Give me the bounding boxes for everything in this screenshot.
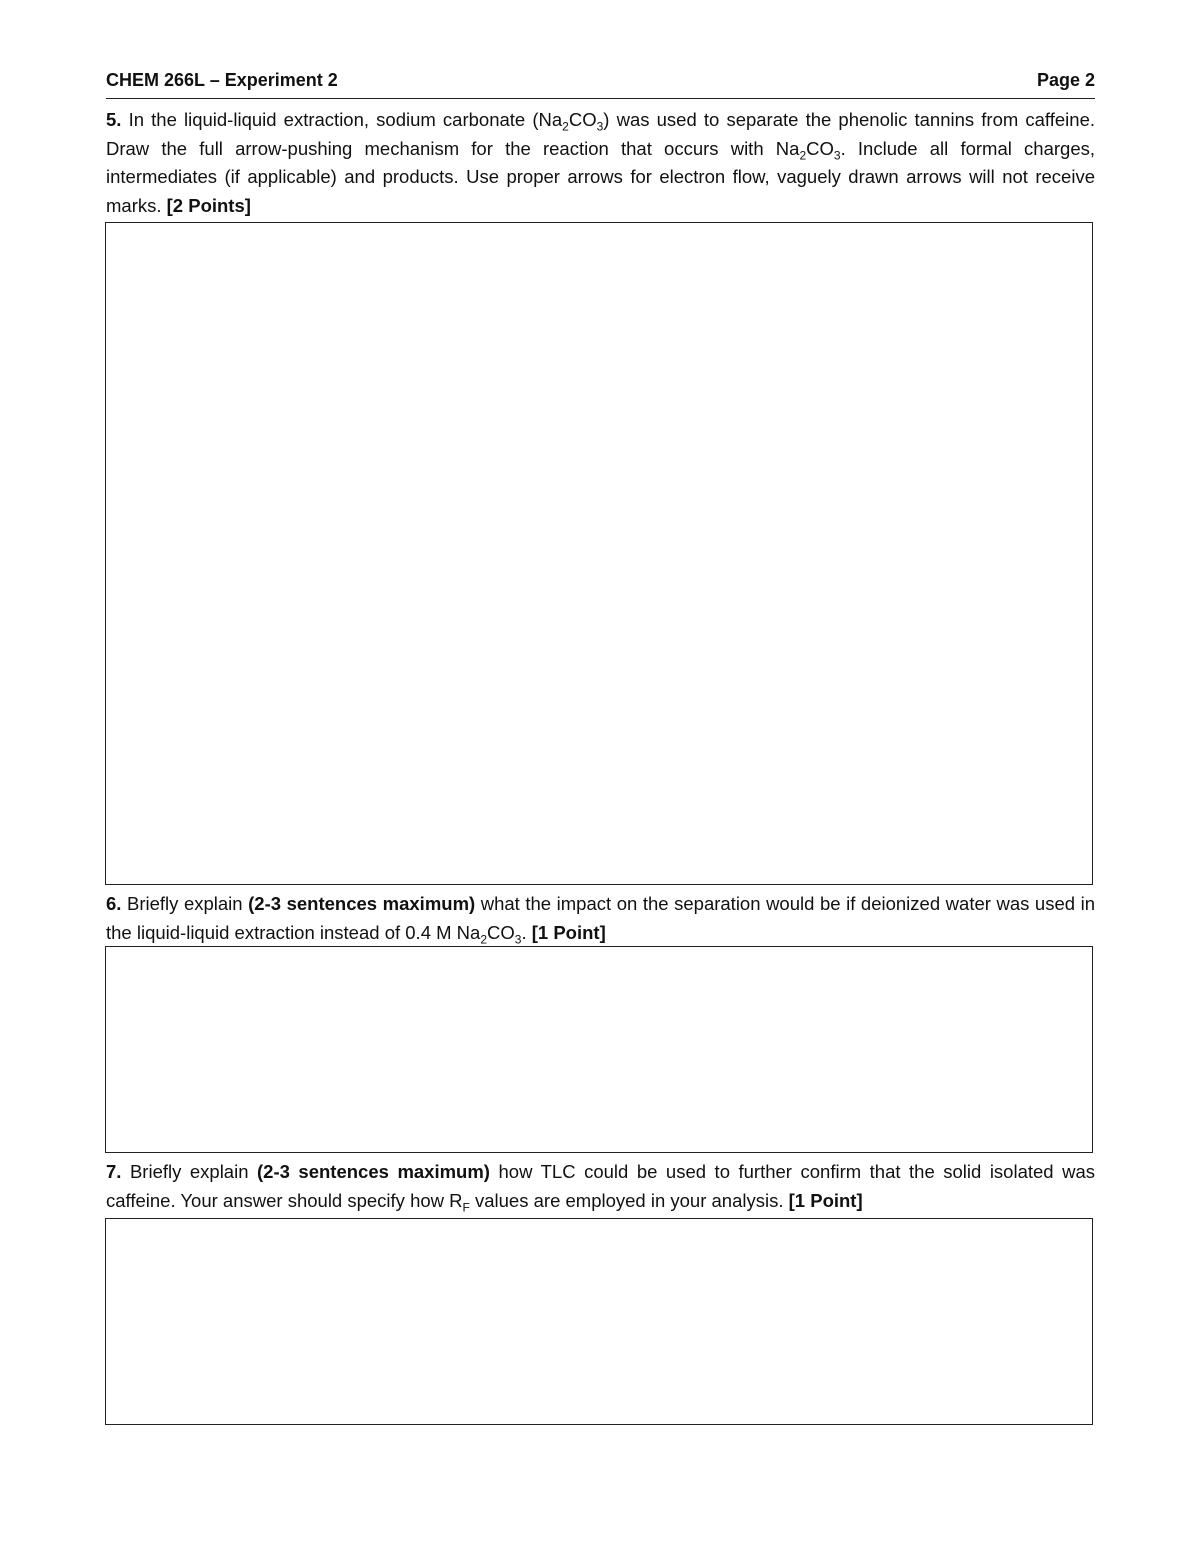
- subscript: 2: [480, 932, 488, 947]
- question-text: .: [521, 921, 532, 943]
- points-label: [1 Point]: [531, 921, 606, 943]
- points-label: [2 Points]: [166, 194, 251, 216]
- subscript: 3: [833, 148, 841, 163]
- emphasis-text: (2-3 sentences maximum): [257, 1161, 490, 1182]
- question-text: what the impact on the separation would be if deionized water was used in the liquid-liquid extraction instead of 0.4 M Na: [106, 893, 1095, 943]
- subscript: 2: [562, 119, 569, 134]
- answer-box-7[interactable]: [105, 1218, 1093, 1425]
- question-text: values are employed in your analysis.: [469, 1189, 789, 1211]
- subscript: 3: [514, 932, 522, 947]
- subscript: 3: [596, 119, 604, 134]
- page-number: Page 2: [1036, 70, 1095, 90]
- emphasis-text: (2-3 sentences maximum): [248, 893, 476, 914]
- answer-box-6[interactable]: [105, 946, 1093, 1153]
- question-text: Briefly explain: [121, 893, 249, 914]
- question-number: 6.: [106, 893, 122, 914]
- subscript: 2: [799, 148, 807, 163]
- question-text: CO: [568, 109, 597, 130]
- question-number: 5.: [106, 109, 122, 130]
- subscript: F: [462, 1200, 470, 1215]
- question-text: CO: [806, 137, 834, 159]
- question-7-text: [106, 1158, 1095, 1215]
- question-text: ) was used to separate the phenolic tannins from caffeine. Draw the full arrow-pushing mechanism for the reaction that occurs with Na: [106, 109, 1095, 159]
- points-label: [1 Point]: [788, 1189, 863, 1211]
- answer-box-5[interactable]: [105, 222, 1093, 885]
- question-text: . Include all formal charges, intermediates (if applicable) and products. Use proper arrows for electron flow, vaguely drawn arrows will not receive marks.: [106, 137, 1095, 216]
- question-text: how TLC could be used to further confirm that the solid isolated was caffeine. Your answer should specify how R: [106, 1161, 1096, 1211]
- question-text: CO: [487, 921, 515, 943]
- page-header: [106, 70, 1095, 99]
- question-number: 7.: [106, 1161, 122, 1182]
- question-6-text: [106, 890, 1095, 947]
- question-text: In the liquid-liquid extraction, sodium carbonate (Na: [121, 109, 563, 130]
- question-text: Briefly explain: [121, 1161, 258, 1182]
- question-5-text: [106, 106, 1095, 220]
- course-title: CHEM 266L – Experiment 2: [106, 70, 338, 90]
